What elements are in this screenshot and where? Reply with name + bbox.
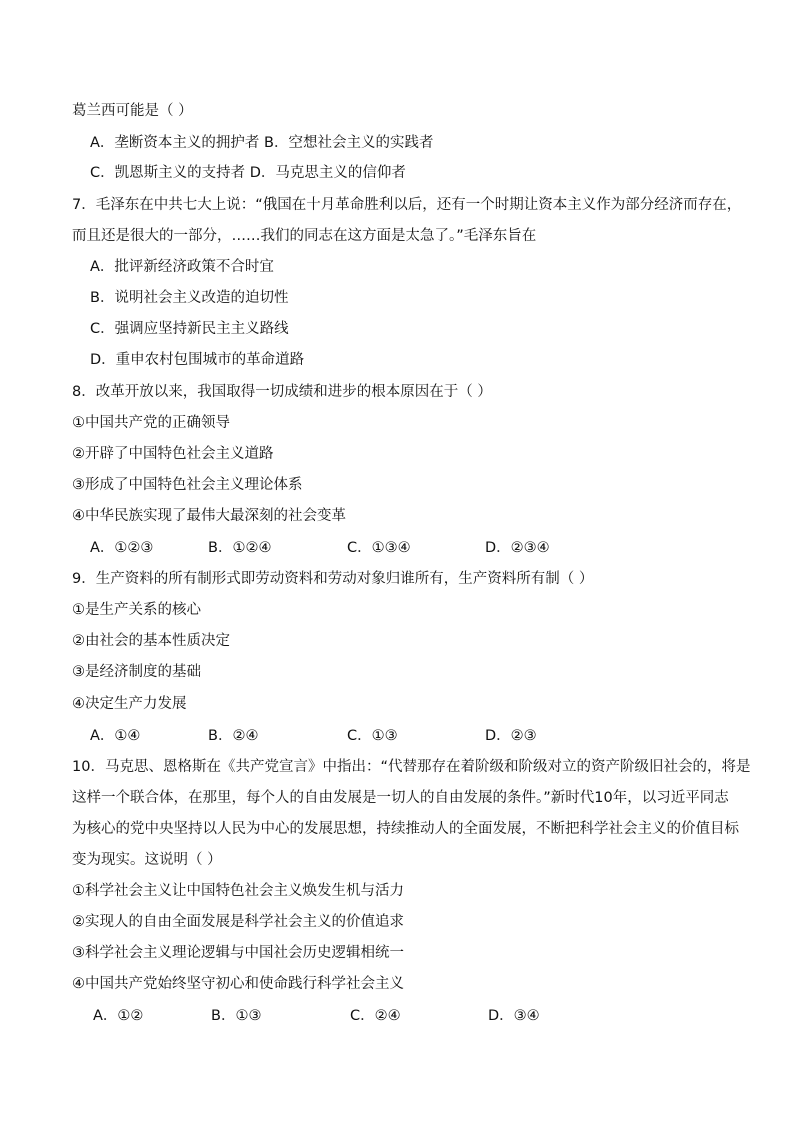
- question-7-option-b: B．说明社会主义改造的迫切性: [90, 290, 289, 306]
- question-8-item-3: ③形成了中国特色社会主义理论体系: [72, 477, 303, 493]
- question-8-stem: 8．改革开放以来，我国取得一切成绩和进步的根本原因在于（ ）: [72, 384, 492, 400]
- choice-d: D．②③④: [485, 540, 550, 556]
- question-9-stem: 9．生产资料的所有制形式即劳动资料和劳动对象归谁所有，生产资料所有制（ ）: [72, 571, 594, 587]
- choice-a: A．①④: [90, 728, 141, 744]
- choice-c: C．②④: [350, 1008, 401, 1024]
- choice-c: C．①③: [347, 728, 398, 744]
- question-9-item-2: ②由社会的基本性质决定: [72, 633, 230, 649]
- question-7-option-c: C．强调应坚持新民主主义路线: [90, 321, 289, 337]
- question-7-option-d: D．重申农村包围城市的革命道路: [90, 352, 305, 368]
- question-8-item-4: ④中华民族实现了最伟大最深刻的社会变革: [72, 508, 346, 524]
- choice-a: A．①②: [93, 1008, 144, 1024]
- question-6-options-cd: C．凯恩斯主义的支持者 D．马克思主义的信仰者: [90, 165, 406, 181]
- question-10-stem-cont-1: 这样一个联合体，在那里，每个人的自由发展是一切人的自由发展的条件。”新时代10年，以习近平同志: [72, 790, 729, 806]
- question-9-item-3: ③是经济制度的基础: [72, 664, 201, 680]
- question-9-item-1: ①是生产关系的核心: [72, 602, 201, 618]
- choice-a: A．①②③: [90, 540, 154, 556]
- question-10-stem-cont-2: 为核心的党中央坚持以人民为中心的发展思想，持续推动人的全面发展，不断把科学社会主义的价值目标: [72, 821, 739, 837]
- question-8-item-1: ①中国共产党的正确领导: [72, 415, 230, 431]
- question-10-item-1: ①科学社会主义让中国特色社会主义焕发生机与活力: [72, 883, 404, 899]
- choice-d: D．②③: [485, 728, 537, 744]
- question-10-item-2: ②实现人的自由全面发展是科学社会主义的价值追求: [72, 914, 404, 930]
- question-6-options-ab: A．垄断资本主义的拥护者 B．空想社会主义的实践者: [90, 135, 434, 151]
- choice-b: B．①②④: [208, 540, 272, 556]
- choice-b: B．①③: [211, 1008, 262, 1024]
- question-10-stem-cont-3: 变为现实。这说明（ ）: [72, 852, 222, 868]
- question-7-stem-cont: 而且还是很大的一部分，……我们的同志在这方面是太急了。”毛泽东旨在: [72, 228, 537, 244]
- question-10-item-3: ③科学社会主义理论逻辑与中国社会历史逻辑相统一: [72, 945, 404, 961]
- choice-b: B．②④: [208, 728, 259, 744]
- question-10-stem: 10．马克思、恩格斯在《共产党宣言》中指出：“代替那存在着阶级和阶级对立的资产阶级旧社会的，将是: [72, 759, 751, 775]
- choice-d: D．③④: [488, 1008, 540, 1024]
- question-6-stem-end: 葛兰西可能是（ ）: [72, 103, 193, 119]
- choice-c: C．①③④: [347, 540, 411, 556]
- question-9-item-4: ④决定生产力发展: [72, 696, 187, 712]
- question-8-item-2: ②开辟了中国特色社会主义道路: [72, 446, 274, 462]
- question-7-option-a: A．批评新经济政策不合时宜: [90, 259, 274, 275]
- question-7-stem: 7．毛泽东在中共七大上说：“俄国在十月革命胜利以后，还有一个时期让资本主义作为部分经济而存在，: [72, 197, 742, 213]
- question-10-item-4: ④中国共产党始终坚守初心和使命践行科学社会主义: [72, 976, 404, 992]
